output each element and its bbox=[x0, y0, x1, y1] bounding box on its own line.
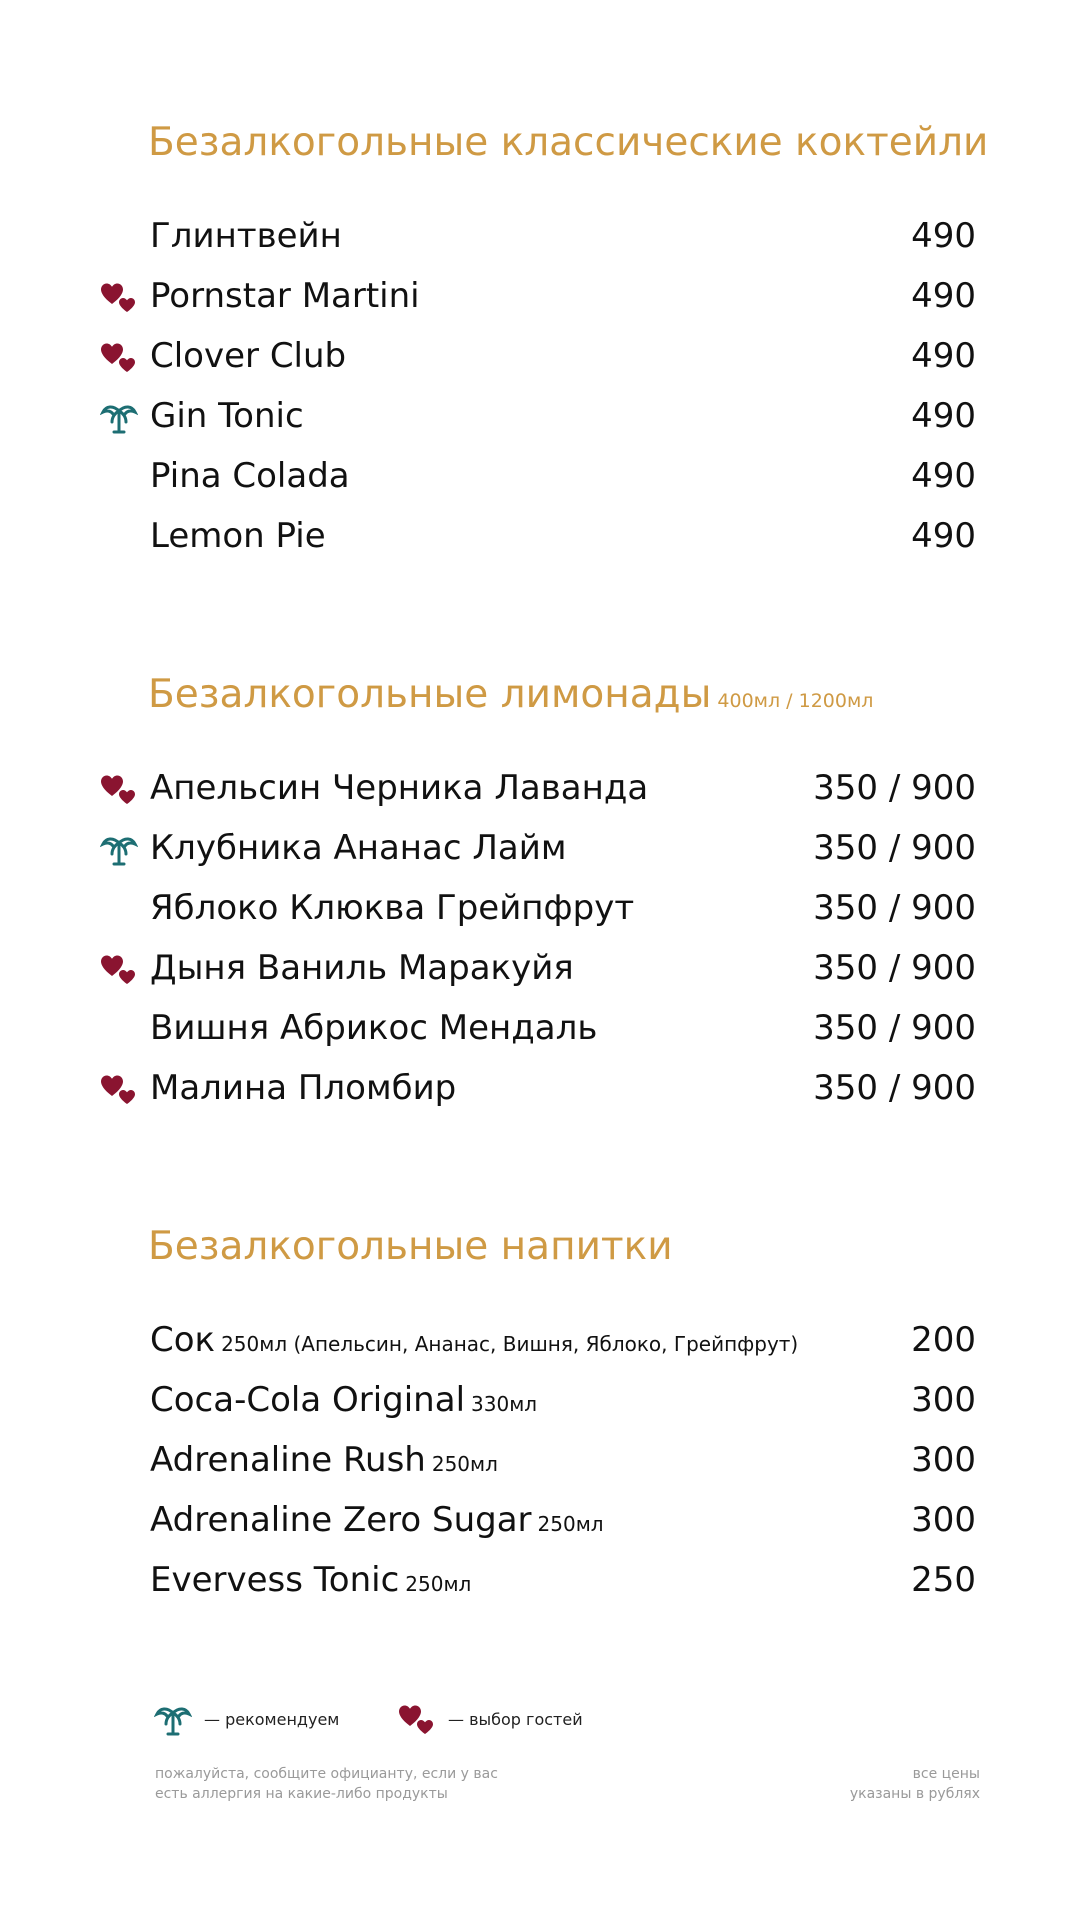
item-name-text: Глинтвейн bbox=[150, 216, 342, 256]
item-price: 350 / 900 bbox=[813, 888, 976, 928]
item-name bbox=[150, 1008, 597, 1048]
menu-item-row bbox=[0, 1492, 1080, 1552]
allergy-note-line: пожалуйста, сообщите официанту, если у вас bbox=[155, 1766, 498, 1782]
menu-item-row bbox=[0, 268, 1080, 328]
hearts-icon bbox=[398, 1704, 436, 1736]
menu-item-row bbox=[0, 448, 1080, 508]
menu-item-row bbox=[0, 388, 1080, 448]
section-title: Безалкогольные напитки bbox=[148, 1224, 673, 1269]
item-price: 300 bbox=[911, 1440, 976, 1480]
allergy-note bbox=[155, 1764, 498, 1804]
prices-note bbox=[850, 1764, 980, 1804]
menu-item-row bbox=[0, 940, 1080, 1000]
item-price: 490 bbox=[911, 516, 976, 556]
hearts-icon bbox=[100, 774, 138, 806]
item-name bbox=[150, 516, 326, 556]
item-name bbox=[150, 1068, 456, 1108]
item-volume: 250мл bbox=[431, 1452, 498, 1476]
section-title: Безалкогольные лимонады 400мл / 1200мл bbox=[148, 672, 874, 717]
item-price: 490 bbox=[911, 276, 976, 316]
section-title: Безалкогольные классические коктейли bbox=[148, 120, 989, 165]
item-name bbox=[150, 768, 648, 808]
item-name-text: Pina Colada bbox=[150, 456, 350, 496]
menu-item-row bbox=[0, 1312, 1080, 1372]
palm-tree-icon bbox=[100, 402, 138, 434]
item-name-text: Клубника Ананас Лайм bbox=[150, 828, 567, 868]
menu-item-row bbox=[0, 1552, 1080, 1612]
menu-item-row bbox=[0, 1000, 1080, 1060]
item-name bbox=[150, 888, 634, 928]
item-price: 490 bbox=[911, 396, 976, 436]
item-price: 250 bbox=[911, 1560, 976, 1600]
item-price: 490 bbox=[911, 216, 976, 256]
item-name-text: Lemon Pie bbox=[150, 516, 326, 556]
allergy-note-line: есть аллергия на какие-либо продукты bbox=[155, 1786, 448, 1802]
item-name-text: Clover Club bbox=[150, 336, 347, 376]
item-volume: 250мл (Апельсин, Ананас, Вишня, Яблоко, Грейпфрут) bbox=[221, 1332, 799, 1356]
legend-guest-choice-text: — выбор гостей bbox=[448, 1710, 583, 1729]
menu-item-row bbox=[0, 328, 1080, 388]
item-price: 490 bbox=[911, 336, 976, 376]
hearts-icon bbox=[100, 342, 138, 374]
prices-note-line: указаны в рублях bbox=[849, 1786, 980, 1802]
item-price: 350 / 900 bbox=[813, 768, 976, 808]
menu-item-row bbox=[0, 1060, 1080, 1120]
item-volume: 250мл bbox=[405, 1572, 472, 1596]
item-volume: 330мл bbox=[471, 1392, 538, 1416]
item-volume: 250мл bbox=[537, 1512, 604, 1536]
item-name-text: Дыня Ваниль Маракуйя bbox=[150, 948, 574, 988]
menu-item-row bbox=[0, 760, 1080, 820]
item-price: 300 bbox=[911, 1380, 976, 1420]
palm-tree-icon bbox=[154, 1704, 192, 1736]
item-price: 200 bbox=[911, 1320, 976, 1360]
palm-tree-icon bbox=[100, 834, 138, 866]
item-name-text: Pornstar Martini bbox=[150, 276, 420, 316]
item-name bbox=[150, 1320, 798, 1360]
hearts-icon bbox=[100, 282, 138, 314]
item-name-text: Gin Tonic bbox=[150, 396, 304, 436]
menu-item-row bbox=[0, 508, 1080, 568]
item-name-text: Coca-Cola Original bbox=[150, 1380, 466, 1420]
item-name bbox=[150, 216, 342, 256]
menu-item-row bbox=[0, 1372, 1080, 1432]
item-name-text: Яблоко Клюква Грейпфрут bbox=[150, 888, 635, 928]
hearts-icon bbox=[100, 1074, 138, 1106]
item-name bbox=[150, 1500, 604, 1540]
item-name-text: Малина Пломбир bbox=[150, 1068, 457, 1108]
item-name-text: Вишня Абрикос Мендаль bbox=[150, 1008, 598, 1048]
item-name bbox=[150, 1560, 471, 1600]
item-name bbox=[150, 336, 346, 376]
item-price: 350 / 900 bbox=[813, 828, 976, 868]
item-name bbox=[150, 396, 304, 436]
item-price: 350 / 900 bbox=[813, 948, 976, 988]
item-name bbox=[150, 1440, 498, 1480]
item-price: 350 / 900 bbox=[813, 1008, 976, 1048]
menu-item-row bbox=[0, 208, 1080, 268]
item-name bbox=[150, 1380, 537, 1420]
item-price: 300 bbox=[911, 1500, 976, 1540]
item-price: 350 / 900 bbox=[813, 1068, 976, 1108]
item-name-text: Сок bbox=[150, 1320, 216, 1360]
prices-note-line: все цены bbox=[912, 1766, 980, 1782]
legend bbox=[0, 1700, 1080, 1740]
hearts-icon bbox=[100, 954, 138, 986]
item-name-text: Evervess Tonic bbox=[150, 1560, 400, 1600]
item-name-text: Adrenaline Rush bbox=[150, 1440, 426, 1480]
item-price: 490 bbox=[911, 456, 976, 496]
section-volume-note: 400мл / 1200мл bbox=[717, 690, 874, 712]
menu-item-row bbox=[0, 1432, 1080, 1492]
item-name bbox=[150, 456, 350, 496]
item-name bbox=[150, 948, 574, 988]
item-name-text: Апельсин Черника Лаванда bbox=[150, 768, 649, 808]
item-name bbox=[150, 828, 567, 868]
item-name-text: Adrenaline Zero Sugar bbox=[150, 1500, 532, 1540]
legend-recommend-text: — рекомендуем bbox=[204, 1710, 340, 1729]
menu-item-row bbox=[0, 820, 1080, 880]
item-name bbox=[150, 276, 420, 316]
menu-item-row bbox=[0, 880, 1080, 940]
